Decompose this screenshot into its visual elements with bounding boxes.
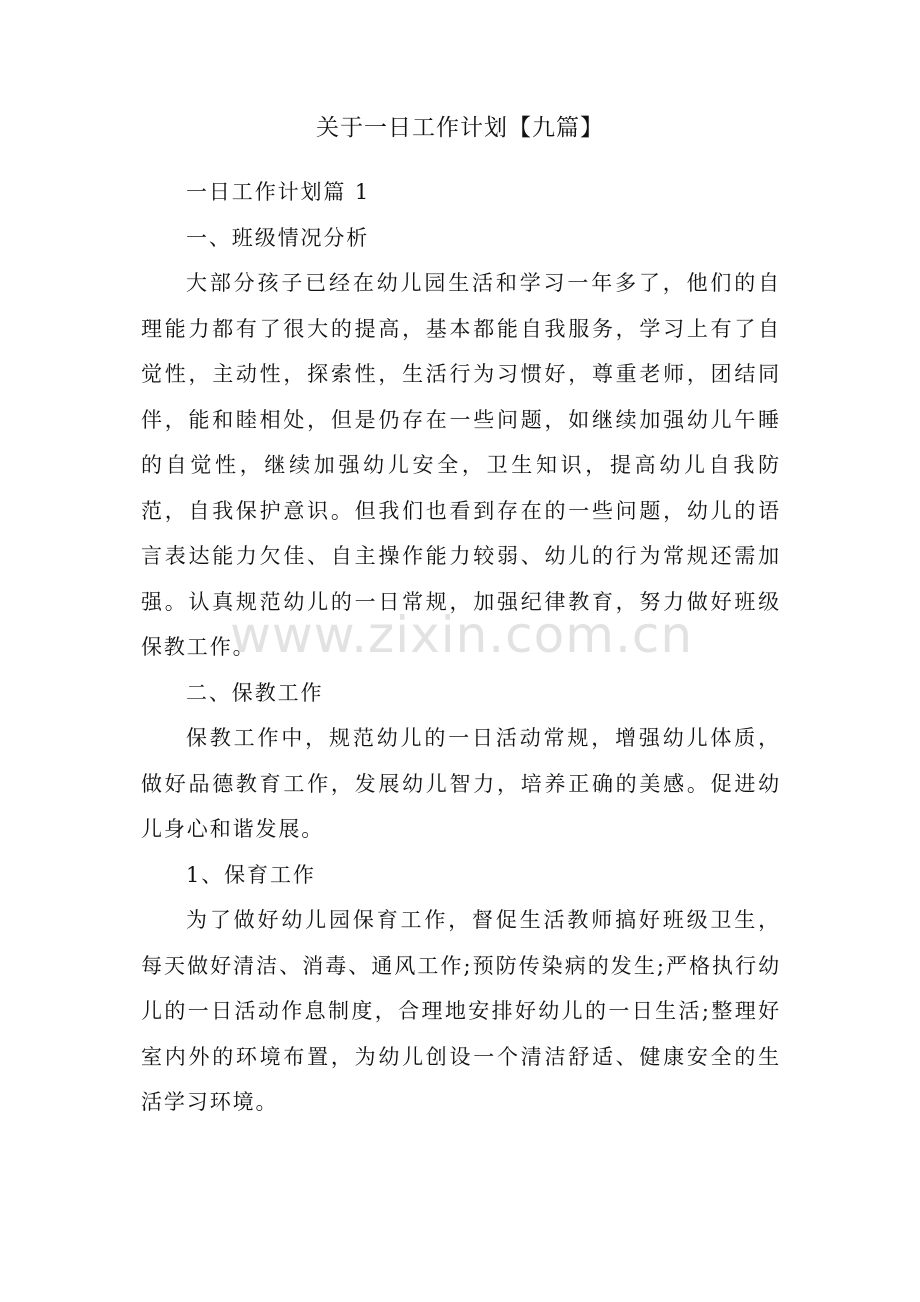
body-paragraph: 保教工作中，规范幼儿的一日活动常规，增强幼儿体质，做好品德教育工作，发展幼儿智力，培养正确的美感。促进幼儿身心和谐发展。 — [141, 726, 781, 841]
section-heading: 一日工作计划篇 1 — [186, 180, 371, 204]
section-heading: 1、保育工作 — [186, 862, 316, 887]
watermark: www.zixin.com.cn — [230, 606, 694, 664]
section-heading: 一、班级情况分析 — [186, 225, 370, 250]
body-paragraph: 为了做好幼儿园保育工作，督促生活教师搞好班级卫生，每天做好清洁、消毒、通风工作;预防传染病的发生;严格执行幼儿的一日活动作息制度，合理地安排好幼儿的一日生活;整理好室内外的环境布置，为幼儿创设一个清洁舒适、健康安全的生活学习环境。 — [141, 908, 781, 1114]
document-title: 关于一日工作计划【九篇】 — [316, 115, 604, 141]
body-paragraph: 大部分孩子已经在幼儿园生活和学习一年多了，他们的自理能力都有了很大的提高，基本都能自我服务，学习上有了自觉性，主动性，探索性，生活行为习惯好，尊重老师，团结同伴，能和睦相处，但是仍存在一些问题，如继续加强幼儿午睡的自觉性，继续加强幼儿安全，卫生知识，提高幼儿自我防范，自我保护意识。但我们也看到存在的一些问题，幼儿的语言表达能力欠佳、自主操作能力较弱、幼儿的行为常规还需加强。认真规范幼儿的一日常规，加强纪律教育，努力做好班级保教工作。 — [141, 271, 781, 659]
document-body — [141, 170, 781, 1126]
section-heading: 二、保教工作 — [186, 680, 324, 705]
